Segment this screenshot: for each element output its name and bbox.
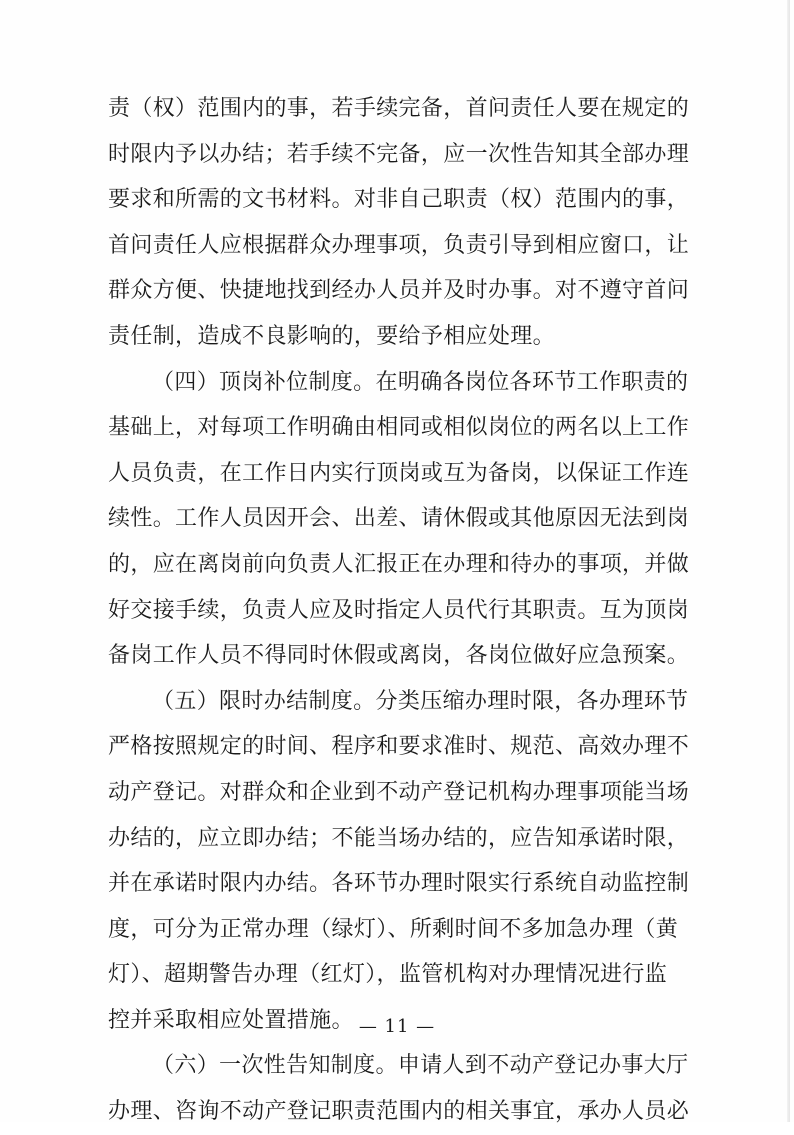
text-line: 续性。工作人员因开会、出差、请休假或其他原因无法到岗: [108, 506, 690, 532]
text-line: 控并采取相应处置措施。: [108, 1007, 354, 1033]
text-line: 责任制，造成不良影响的，要给予相应处理。: [108, 323, 556, 349]
scan-edge-shadow: [787, 0, 790, 1122]
text-line: 度，可分为正常办理（绿灯）、所剩时间不多加急办理（黄: [108, 916, 679, 942]
text-line: 动产登记。对群众和企业到不动产登记机构办理事项能当场: [108, 779, 690, 805]
text-line: 群众方便、快捷地找到经办人员并及时办事。对不遵守首问: [108, 278, 690, 304]
section-heading-line: （四）顶岗补位制度。在明确各岗位各环节工作职责的: [152, 369, 689, 395]
text-line: 办理、咨询不动产登记职责范围内的相关事宜，承办人员必: [108, 1099, 690, 1125]
text-line: 人员负责，在工作日内实行顶岗或互为备岗，以保证工作连: [108, 460, 690, 486]
text-line: 时限内予以办结；若手续不完备，应一次性告知其全部办理: [108, 141, 690, 167]
text-line: 的，应在离岗前向负责人汇报正在办理和待办的事项，并做: [108, 551, 690, 577]
body-text: [108, 86, 690, 1135]
text-line: 办结的，应立即办结；不能当场办结的，应告知承诺时限，: [108, 825, 690, 851]
section-heading-line: （六）一次性告知制度。申请人到不动产登记办事大厅: [152, 1053, 689, 1079]
text-line: 严格按照规定的时间、程序和要求准时、规范、高效办理不: [108, 734, 690, 760]
page-number: — 11 —: [358, 1016, 436, 1037]
text-line: 要求和所需的文书材料。对非自己职责（权）范围内的事，: [108, 187, 690, 213]
text-line: 并在承诺时限内办结。各环节办理时限实行系统自动监控制: [108, 871, 690, 897]
text-line: 灯）、超期警告办理（红灯），监管机构对办理情况进行监: [108, 962, 668, 988]
text-line: 备岗工作人员不得同时休假或离岗，各岗位做好应急预案。: [108, 643, 690, 669]
section-heading-line: （五）限时办结制度。分类压缩办理时限，各办理环节: [152, 688, 689, 714]
text-line: 基础上，对每项工作明确由相同或相似岗位的两名以上工作: [108, 415, 690, 441]
text-line: 首问责任人应根据群众办理事项，负责引导到相应窗口，让: [108, 232, 690, 258]
text-line: 好交接手续，负责人应及时指定人员代行其职责。互为顶岗: [108, 597, 690, 623]
text-line: 责（权）范围内的事，若手续完备，首问责任人要在规定的: [108, 96, 690, 121]
